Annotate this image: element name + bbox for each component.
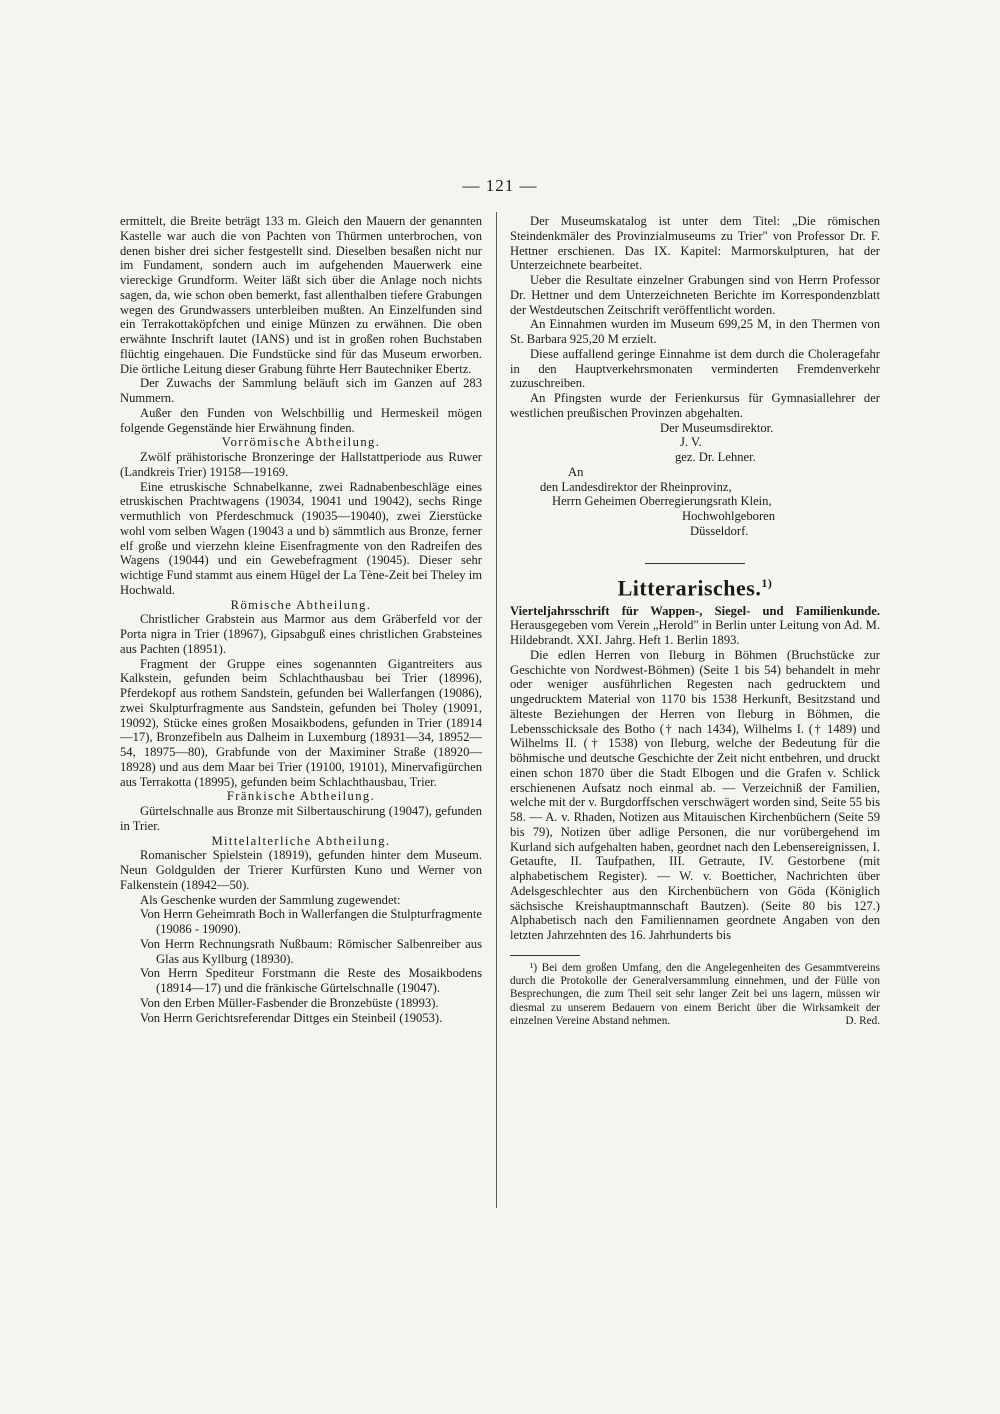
address-line: Düsseldorf. bbox=[690, 523, 749, 538]
gift-entry: Von Herrn Rechnungsrath Nußbaum: Römischer Salbenreiber aus Glas aus Kyllburg (18930). bbox=[140, 936, 482, 966]
paragraph: An Pfingsten wurde der Ferienkursus für Gymnasiallehrer der westlichen preußischen Provinzen abgehalten. bbox=[510, 391, 880, 420]
paragraph: Als Geschenke wurden der Sammlung zugewendet: bbox=[140, 892, 401, 907]
section-heading-vorroemisch: Vorrömische Abtheilung. bbox=[221, 435, 381, 450]
review-publication: Herausgegeben vom Verein „Herold" in Berlin unter Leitung von Ad. M. Hildebrandt. XXI. Jahrg. Heft 1. Berlin 1893. bbox=[510, 618, 880, 648]
paragraph: An Einnahmen wurden im Museum 699,25 M, in den Thermen von St. Barbara 925,20 M erzielt. bbox=[510, 317, 880, 346]
section-rule bbox=[645, 563, 745, 564]
section-heading-fraenkisch: Fränkische Abtheilung. bbox=[226, 789, 376, 804]
review-title: Vierteljahrsschrift für Wappen-, Siegel- und Familienkunde. bbox=[510, 603, 880, 618]
address-line: Herrn Geheimen Oberregierungsrath Klein, bbox=[552, 494, 772, 509]
paragraph: Diese auffallend geringe Einnahme ist dem durch die Choleragefahr in den Hauptverkehrsmonaten verminderten Fremdenverkehr zuzuschreiben. bbox=[510, 346, 880, 391]
address-line: Hochwohlgeboren bbox=[682, 509, 776, 523]
footnote-rule bbox=[510, 955, 580, 956]
review-entry bbox=[510, 604, 880, 648]
left-column bbox=[120, 214, 482, 1025]
paragraph: Zwölf prähistorische Bronzeringe der Hallstattperiode aus Ruwer (Landkreis Trier) 19158—19169. bbox=[120, 450, 482, 479]
address-line: den Landesdirektor der Rheinprovinz, bbox=[540, 479, 732, 494]
footnote-marker: 1) bbox=[761, 575, 773, 590]
address-an: An bbox=[568, 464, 584, 479]
gift-entry: Von Herrn Gerichtsreferendar Dittges ein Steinbeil (19053). bbox=[140, 1010, 443, 1025]
paragraph: Eine etruskische Schnabelkanne, zwei Radnabenbeschläge eines etruskischen Prachtwagens (19034, 19041 und 19042), sechs Ringe vermuthlich von Pferdeschmuck (19035—19040), zwei Zierstücke wohl vom selben Wagen (19043 a und b) sämmtlich aus Bronze, ferner elf große und vierzehn kleine Eisenfragmente von den Radreifen des Wagens (19044) und ein Gewebefragment (19045). Dieser sehr wichtige Fund stammt aus einem Hügel der La Tène-Zeit bei Theley im Hochwald. bbox=[120, 479, 482, 597]
column-divider bbox=[496, 212, 497, 1208]
paragraph: ermittelt, die Breite beträgt 133 m. Gleich den Mauern der genannten Kastelle war auch die von Pachten von Thürmen unterbrochen, von denen bisher drei sicher festgestellt sind. Dieselben besaßen nicht nur im Fundament, sondern auch im aufgehenden Mauerwerk eine viereckige Grundform. Weiter läßt sich über die Anlage noch nichts sagen, da, wie schon oben bemerkt, fast allenthalben tiefere Grabungen wegen des Grundwassers unterbleiben mußten. An Einzelfunden sind ein Terrakottaköpfchen und einige Münzen zu erwähnen. Die oben erwähnte Inschrift lautet (IANS) und ist in großen rohen Buchstaben flüchtig eingehauen. Die Fundstücke sind für das Museum erworben. Die örtliche Leitung dieser Grabung führte Herr Bautechniker Ebertz. bbox=[120, 214, 482, 376]
paragraph: Ueber die Resultate einzelner Grabungen sind von Herrn Professor Dr. Hettner und dem Unterzeichneten Berichte im Korrespondenzblatt der Westdeutschen Zeitschrift veröffentlicht worden. bbox=[510, 273, 880, 317]
footnote-signature: D. Red. bbox=[845, 1015, 880, 1028]
paragraph: Außer den Funden von Welschbillig und Hermeskeil mögen folgende Gegenstände hier Erwähnung finden. bbox=[120, 405, 482, 435]
heading-text: Litterarisches. bbox=[617, 574, 762, 600]
paragraph: Der Zuwachs der Sammlung beläuft sich im Ganzen auf 283 Nummern. bbox=[120, 376, 482, 405]
signature-jv: J. V. bbox=[680, 435, 702, 450]
paragraph: Fragment der Gruppe eines sogenannten Gigantreiters aus Kalkstein, gefunden beim Schlachthausbau bei Trier (18996), Pferdekopf aus rothem Sandstein, gefunden bei Wallerfangen (19086), zwei Skulpturfragmente aus Sandstein, gefunden bei Tholey (19091, 19092), Stücke eines großen Mosaikbodens, gefunden in Trier (18914—17), Bronzefibeln aus Dalheim in Luxemburg (18931—34, 18952—54, 18975—80), Grabfunde von der Maximiner Straße (18920—18928) und aus dem Maar bei Trier (19100, 19101), Minervafigürchen aus Terrakotta (18995), gefunden beim Schlachthausbau, Trier. bbox=[120, 656, 482, 789]
paragraph: Der Museumskatalog ist unter dem Titel: „Die römischen Steindenkmäler des Provinzialmuseums zu Trier" von Professor Dr. F. Hettner erschienen. Das IX. Kapitel: Marmorskulpturen, hat der Unterzeichnete bearbeitet. bbox=[510, 214, 880, 273]
section-heading-roemisch: Römische Abtheilung. bbox=[230, 597, 372, 612]
footnote bbox=[510, 962, 880, 1028]
gift-entry: Von Herrn Geheimrath Boch in Wallerfangen die Stulpturfragmente (19086 - 19090). bbox=[140, 907, 482, 936]
paragraph: Christlicher Grabstein aus Marmor aus dem Gräberfeld vor der Porta nigra in Trier (18967), Gipsabguß eines christlichen Grabsteines aus Pachten (18951). bbox=[120, 612, 482, 656]
review-body: Die edlen Herren von Ileburg in Böhmen (Bruchstücke zur Geschichte von Nordwest-Böhmen) (Seite 1 bis 54) behandelt in mehr oder weniger ausführlichen Regesten nach gedrucktem und ungedrucktem Material von 1170 bis 1538 Herkunft, Besitzstand und älteste Beziehungen der Herren von Ileburg in Böhmen, die Lebensschicksale des Botho († nach 1434), Wilhelms I. († 1489) und Wilhelms II. († 1538) von Ileburg, welche der Bedeutung für die böhmische und deutsche Geschichte der Zeit nicht entbehren, und druckt einen schon 1870 über die Stadt Elbogen und die Grafen v. Schlick erschienenen Aufsatz noch einmal ab. — Verzeichniß der Familien, welche mit der v. Burgdorffschen verschwägert worden sind, Seite 55 bis 58. — A. v. Rhaden, Notizen aus Mitauischen Kirchenbüchern (Seite 59 bis 79), Notizen über adlige Personen, die nur vorübergehend im Kurland sich aufgehalten haben, geordnet nach den Lebensereignissen, I. Getaufte, II. Taufpathen, III. Getraute, IV. Gestorbene (mit alphabetischem Register). — W. v. Boetticher, Nachrichten über Adelsgeschlechter aus den Kirchenbüchern von Göda (Königlich sächsische Kreishauptmannschaft Bautzen). (Seite 80 bis 127.) Alphabetisch nach den Familiennamen geordnete Angaben von den letzten Jahrzehnten des 16. Jahrhunderts bis bbox=[510, 647, 880, 943]
section-heading-litterarisches bbox=[510, 574, 880, 600]
gift-entry: Von Herrn Spediteur Forstmann die Reste des Mosaikbodens (18914—17) und die fränkische Gürtelschnalle (19047). bbox=[140, 966, 482, 995]
right-column bbox=[510, 214, 880, 1028]
paragraph: Gürtelschnalle aus Bronze mit Silbertauschirung (19047), gefunden in Trier. bbox=[120, 804, 482, 833]
gift-entry: Von den Erben Müller-Fasbender die Bronzebüste (18993). bbox=[140, 995, 439, 1010]
paragraph: Romanischer Spielstein (18919), gefunden hinter dem Museum. Neun Goldgulden der Trierer Kurfürsten Kuno und Werner von Falkenstein (18942—50). bbox=[120, 848, 482, 892]
signature-name: gez. Dr. Lehner. bbox=[675, 450, 756, 464]
section-heading-mittelalter: Mittelalterliche Abtheilung. bbox=[211, 833, 391, 848]
page-number: — 121 — bbox=[462, 176, 538, 195]
footnote-text: ¹) Bei dem großen Umfang, den die Angelegenheiten des Gesammtvereins durch die Protokolle der Generalversammlung einnehmen, und der Fülle von Besprechungen, die zum Theil seit sehr langer Zeit bei uns lagern, müssen wir diesmal zu unserem Bedauern von einem Bericht über die Wirksamkeit der einzelnen Vereine Abstand nehmen. bbox=[510, 961, 880, 1028]
signature-title: Der Museumsdirektor. bbox=[660, 420, 774, 435]
